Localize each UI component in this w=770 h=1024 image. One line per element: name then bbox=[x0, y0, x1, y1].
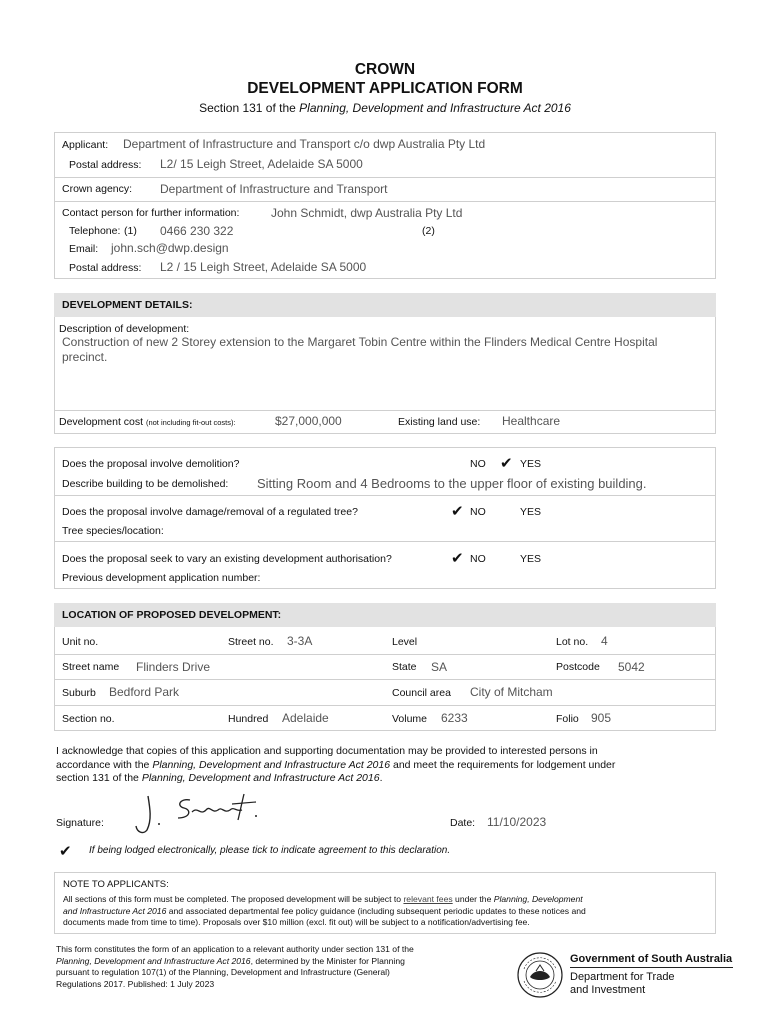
contact-postal-field[interactable]: L2 / 15 Leigh Street, Adelaide SA 5000 bbox=[160, 260, 367, 274]
ack-line2: accordance with the Planning, Development and Infrastructure Act 2016 and meet the requirements for lodgement under bbox=[56, 758, 616, 771]
folio-label: Folio bbox=[556, 713, 579, 725]
tree-species-label: Tree species/location: bbox=[62, 525, 164, 537]
ack-line3: section 131 of the Planning, Development and Infrastructure Act 2016. bbox=[56, 772, 383, 784]
signature-label: Signature: bbox=[56, 817, 104, 829]
description-label: Description of development: bbox=[59, 323, 190, 335]
unit-no-label: Unit no. bbox=[62, 636, 99, 648]
description-field[interactable] bbox=[62, 335, 657, 365]
department-name bbox=[570, 971, 675, 997]
folio-field[interactable]: 905 bbox=[591, 711, 612, 725]
telephone-label: Telephone: bbox=[69, 225, 121, 237]
contact-person-label: Contact person for further information: bbox=[62, 207, 240, 219]
telephone1-field[interactable]: 0466 230 322 bbox=[160, 224, 234, 238]
electronic-agreement-checkmark-icon[interactable]: ✔ bbox=[59, 843, 72, 860]
hundred-field[interactable]: Adelaide bbox=[282, 711, 329, 725]
date-label: Date: bbox=[450, 817, 476, 829]
department-line1: Department for Trade bbox=[570, 971, 675, 983]
demolish-building-field[interactable]: Sitting Room and 4 Bedrooms to the upper floor of existing building. bbox=[257, 476, 647, 491]
street-no-field[interactable]: 3-3A bbox=[287, 634, 313, 648]
notes-heading: NOTE TO APPLICANTS: bbox=[63, 879, 169, 890]
form-subtitle bbox=[0, 101, 770, 115]
street-name-label: Street name bbox=[62, 661, 120, 673]
volume-field[interactable]: 6233 bbox=[441, 711, 468, 725]
lot-no-label: Lot no. bbox=[556, 636, 589, 648]
postcode-label: Postcode bbox=[556, 661, 600, 673]
demolition-no-option[interactable]: NO bbox=[470, 458, 486, 470]
government-title: Government of South Australia bbox=[570, 953, 733, 965]
tree-yes-option[interactable]: YES bbox=[520, 506, 542, 518]
footer-line1: This form constitutes the form of an application to a relevant authority under section 131 of the bbox=[56, 944, 414, 954]
footer-line2: Planning, Development and Infrastructure Act 2016, determined by the Minister for Planning bbox=[56, 955, 405, 966]
demolition-yes-checkmark-icon[interactable]: ✔ bbox=[500, 455, 513, 472]
volume-label: Volume bbox=[392, 713, 428, 725]
lot-no-field[interactable]: 4 bbox=[601, 634, 608, 648]
notes-line3: documents made from time to time). Proposals over $10 million (excl. fit out) will be subject to a notification/advertising fee. bbox=[63, 917, 530, 927]
dev-cost-note: (not including fit-out costs): bbox=[145, 418, 236, 427]
postal-address-label: Postal address: bbox=[69, 159, 142, 171]
postal-address-field[interactable]: L2/ 15 Leigh Street, Adelaide SA 5000 bbox=[160, 157, 363, 171]
electronic-agreement-note: If being lodged electronically, please tick to indicate agreement to this declaration. bbox=[89, 845, 451, 856]
suburb-field[interactable]: Bedford Park bbox=[109, 685, 180, 699]
state-field[interactable]: SA bbox=[431, 660, 448, 674]
crown-agency-field[interactable]: Department of Infrastructure and Transport bbox=[160, 182, 388, 196]
dev-cost-label-text: Development cost bbox=[59, 416, 144, 428]
street-no-label: Street no. bbox=[228, 636, 274, 648]
description-line1: Construction of new 2 Storey extension to the Margaret Tobin Centre within the Flinders Medical Centre Hospital bbox=[62, 335, 658, 349]
council-area-field[interactable]: City of Mitcham bbox=[470, 685, 553, 699]
footer-text bbox=[56, 944, 414, 990]
land-use-field[interactable]: Healthcare bbox=[502, 414, 561, 428]
email-label: Email: bbox=[69, 243, 99, 255]
vary-no-option[interactable]: NO bbox=[470, 553, 486, 565]
hundred-label: Hundred bbox=[228, 713, 269, 725]
vary-question: Does the proposal seek to vary an existing development authorisation? bbox=[62, 553, 392, 565]
footer-line3: pursuant to regulation 107(1) of the Planning, Development and Infrastructure (General) bbox=[56, 967, 390, 977]
council-area-label: Council area bbox=[392, 687, 451, 699]
previous-application-label: Previous development application number: bbox=[62, 572, 261, 584]
land-use-label: Existing land use: bbox=[398, 416, 481, 428]
suburb-label: Suburb bbox=[62, 687, 96, 699]
demolition-yes-option[interactable]: YES bbox=[520, 458, 542, 470]
section-no-label: Section no. bbox=[62, 713, 115, 725]
date-field[interactable]: 11/10/2023 bbox=[487, 815, 547, 829]
demolish-building-label: Describe building to be demolished: bbox=[62, 478, 229, 490]
applicant-label: Applicant: bbox=[62, 139, 109, 151]
form-title-line1: CROWN bbox=[354, 61, 416, 78]
dev-cost-field[interactable]: $27,000,000 bbox=[275, 414, 342, 428]
notes-body bbox=[63, 894, 586, 929]
contact-postal-label: Postal address: bbox=[69, 262, 142, 274]
department-line2: and Investment bbox=[570, 984, 646, 996]
south-australia-seal-logo bbox=[516, 951, 564, 999]
location-heading: LOCATION OF PROPOSED DEVELOPMENT: bbox=[54, 603, 716, 627]
dev-cost-label bbox=[59, 416, 236, 428]
subtitle-act: Planning, Development and Infrastructure Act 2016 bbox=[299, 101, 571, 115]
signature-image[interactable] bbox=[132, 790, 267, 838]
ack-line1: I acknowledge that copies of this application and supporting documentation may be provided to interested persons in bbox=[56, 745, 598, 757]
crown-agency-label: Crown agency: bbox=[62, 183, 133, 195]
acknowledgement-text bbox=[56, 745, 615, 786]
state-label: State bbox=[392, 661, 417, 673]
footer-line4: Regulations 2017. Published: 1 July 2023 bbox=[56, 978, 215, 989]
applicant-field[interactable]: Department of Infrastructure and Transport c/o dwp Australia Pty Ltd bbox=[123, 137, 486, 151]
development-heading: DEVELOPMENT DETAILS: bbox=[54, 293, 716, 317]
vary-no-checkmark-icon[interactable]: ✔ bbox=[451, 550, 464, 567]
tree-no-option[interactable]: NO bbox=[470, 506, 486, 518]
tree-question: Does the proposal involve damage/removal of a regulated tree? bbox=[62, 506, 358, 518]
demolition-question: Does the proposal involve demolition? bbox=[62, 458, 240, 470]
notes-line1: All sections of this form must be completed. The proposed development will be subject to relevant fees under the Planning, Development bbox=[63, 894, 583, 904]
telephone2-marker: (2) bbox=[422, 225, 435, 237]
vary-yes-option[interactable]: YES bbox=[520, 553, 542, 565]
relevant-fees-link[interactable]: relevant fees bbox=[403, 894, 453, 904]
description-line2: precinct. bbox=[62, 350, 108, 364]
telephone1-marker: (1) bbox=[124, 225, 137, 237]
street-name-field[interactable]: Flinders Drive bbox=[136, 660, 211, 674]
email-field[interactable]: john.sch@dwp.design bbox=[111, 241, 229, 255]
tree-no-checkmark-icon[interactable]: ✔ bbox=[451, 503, 464, 520]
postcode-field[interactable]: 5042 bbox=[618, 660, 645, 674]
form-title-line2: DEVELOPMENT APPLICATION FORM bbox=[247, 80, 523, 97]
contact-person-field[interactable]: John Schmidt, dwp Australia Pty Ltd bbox=[271, 206, 463, 220]
subtitle-prefix: Section 131 of the bbox=[199, 101, 300, 115]
level-label: Level bbox=[392, 636, 418, 648]
notes-line2: and Infrastructure Act 2016 and associated departmental fee policy guidance (including subsequent periodic updates to these notices and bbox=[63, 905, 586, 916]
